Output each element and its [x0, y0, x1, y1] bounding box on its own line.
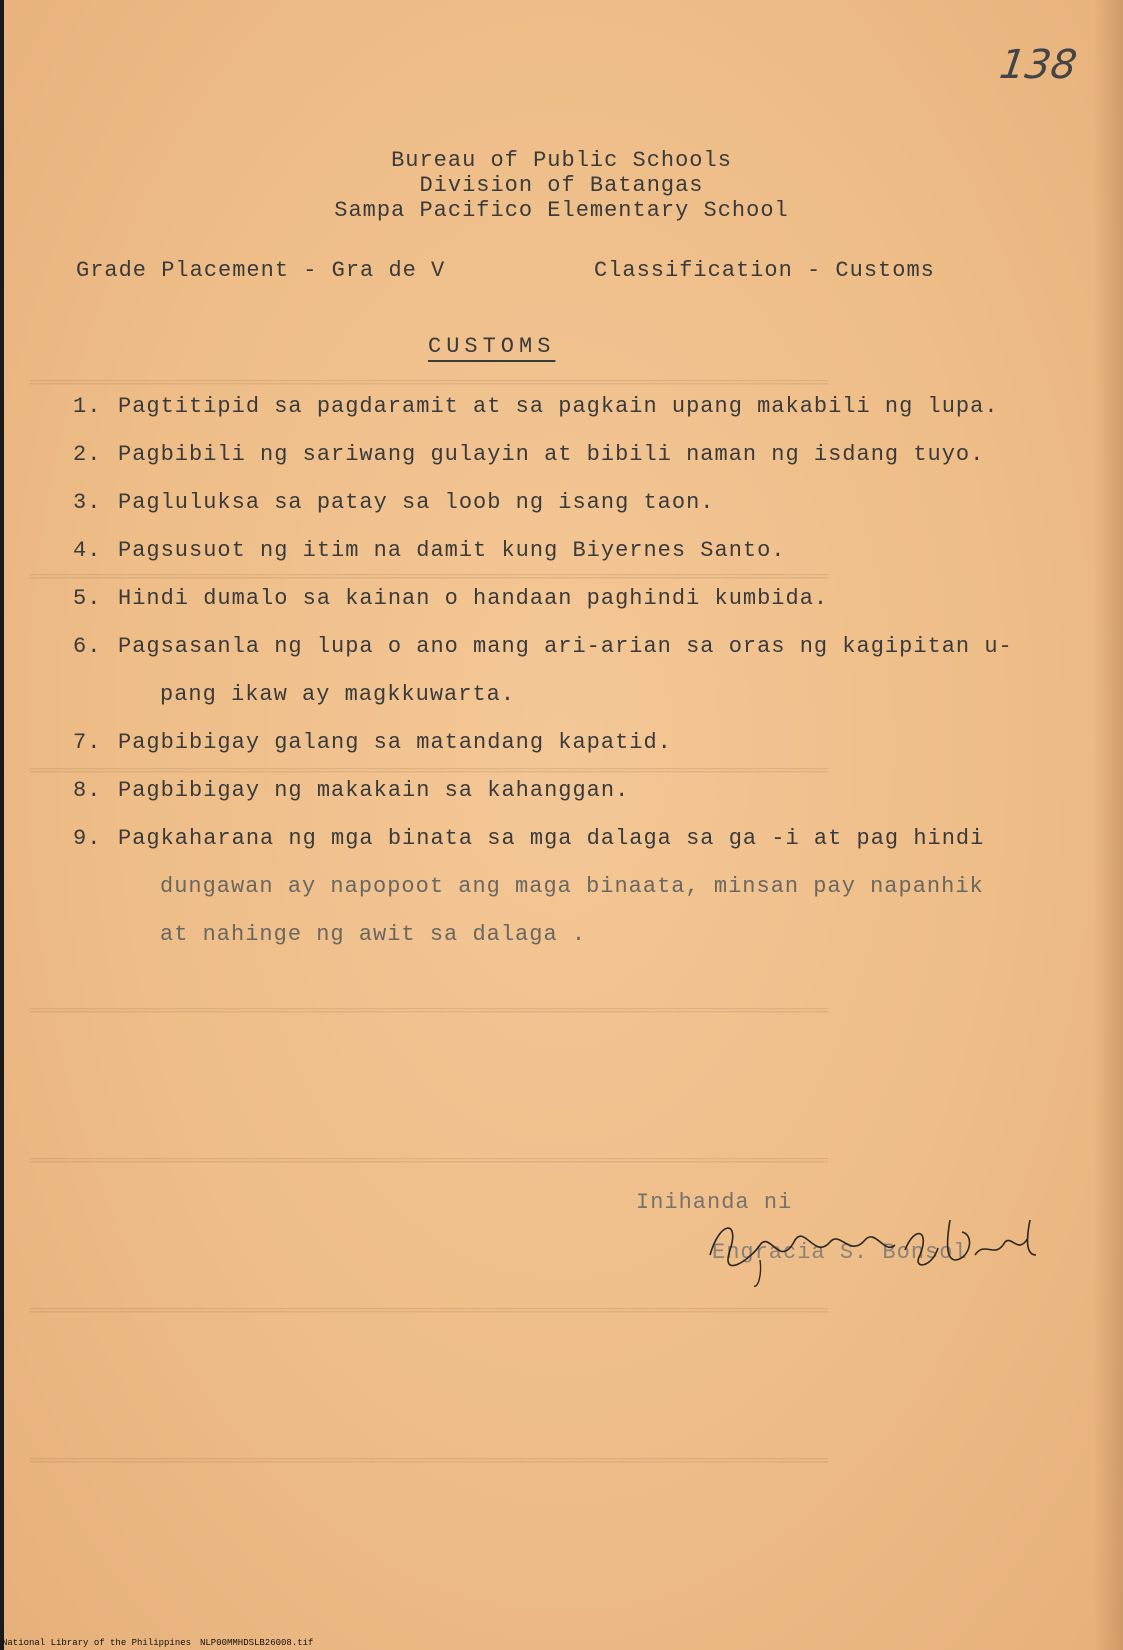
- bleed-through-texture: ══════════════════════════════════════════════════════════════════════: [30, 760, 829, 782]
- paper-shadow: [1093, 0, 1123, 1650]
- header-bureau: Bureau of Public Schools: [391, 148, 732, 173]
- prepared-by-label: Inihanda ni: [636, 1190, 793, 1215]
- item-text: Pagluluksa sa patay sa loob ng isang taon.: [118, 490, 715, 515]
- bleed-through-texture: ══════════════════════════════════════════════════════════════════════: [30, 1300, 829, 1322]
- bleed-through-texture: ══════════════════════════════════════════════════════════════════════: [30, 566, 829, 588]
- bleed-through-texture: ══════════════════════════════════════════════════════════════════════: [30, 1450, 829, 1472]
- footer-library: National Library of the Philippines: [2, 1638, 192, 1648]
- bleed-through-texture: ══════════════════════════════════════════════════════════════════════: [30, 1150, 829, 1172]
- item-text: Pagtitipid sa pagdaramit at sa pagkain upang makabili ng lupa.: [118, 394, 999, 419]
- item-continuation: dungawan ay napopoot ang maga binaata, minsan pay napanhik: [160, 874, 984, 899]
- item-text: Pagbibigay ng makakain sa kahanggan.: [118, 778, 630, 803]
- item-number: 2.: [73, 442, 102, 467]
- list-item: [73, 490, 715, 515]
- item-continuation: at nahinge ng awit sa dalaga .: [160, 922, 587, 947]
- item-number: 4.: [73, 538, 102, 563]
- bleed-through-texture: ══════════════════════════════════════════════════════════════════════: [30, 1000, 829, 1022]
- item-text: Hindi dumalo sa kainan o handaan paghindi kumbida.: [118, 586, 829, 611]
- header-division: Division of Batangas: [419, 173, 704, 198]
- item-text: Pagsusuot ng itim na damit kung Biyernes Santo.: [118, 538, 786, 563]
- item-number: 3.: [73, 490, 102, 515]
- list-item: [73, 538, 786, 563]
- item-text: Pagbibigay galang sa matandang kapatid.: [118, 730, 672, 755]
- list-item: [73, 634, 1013, 659]
- item-number: 9.: [73, 826, 102, 851]
- list-item: [73, 778, 629, 803]
- item-text: Pagkaharana ng mga binata sa mga dalaga sa ga -i at pag hindi: [118, 826, 985, 851]
- page-number: 138: [996, 42, 1080, 88]
- scan-edge: [0, 0, 4, 1650]
- page-title: CUSTOMS: [428, 334, 556, 359]
- prepared-by-name: Engracia S. Bonsol: [712, 1240, 968, 1265]
- item-continuation: pang ikaw ay magkkuwarta.: [160, 682, 516, 707]
- item-number: 8.: [73, 778, 102, 803]
- item-number: 6.: [73, 634, 102, 659]
- classification: Classification - Customs: [594, 258, 935, 283]
- grade-placement: Grade Placement - Gra de V: [76, 258, 446, 283]
- list-item: [73, 730, 672, 755]
- item-text: Pagbibili ng sariwang gulayin at bibili naman ng isdang tuyo.: [118, 442, 985, 467]
- header-school: Sampa Pacifico Elementary School: [334, 198, 789, 223]
- item-text: Pagsasanla ng lupa o ano mang ari-arian sa oras ng kagipitan u-: [118, 634, 1013, 659]
- item-number: 5.: [73, 586, 102, 611]
- list-item: [73, 394, 999, 419]
- list-item: [73, 442, 984, 467]
- list-item: [73, 586, 828, 611]
- bleed-through-texture: ══════════════════════════════════════════════════════════════════════: [30, 372, 829, 394]
- handwritten-signature: [700, 1200, 1040, 1290]
- footer-filename: NLP00MMHDSLB26008.tif: [200, 1638, 314, 1648]
- list-item: [73, 826, 984, 851]
- item-number: 1.: [73, 394, 102, 419]
- item-number: 7.: [73, 730, 102, 755]
